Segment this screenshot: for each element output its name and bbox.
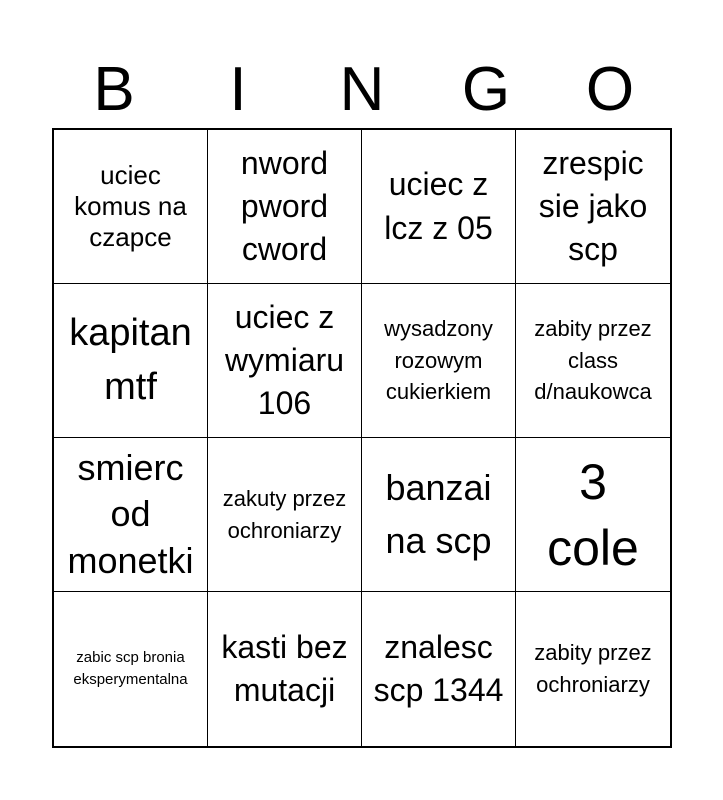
bingo-header — [52, 52, 672, 128]
bingo-cell-text: smierc od monetki — [67, 447, 194, 581]
header-letter-g: G — [461, 55, 511, 124]
bingo-cell-text: kapitan mtf — [69, 311, 192, 408]
bingo-cell-r1c1[interactable] — [54, 130, 208, 284]
bingo-cell-text: banzai na scp — [385, 467, 492, 561]
bingo-cell-text: nword pword cword — [240, 144, 329, 268]
bingo-cell-r4c2[interactable] — [208, 592, 362, 746]
bingo-cell-r1c2[interactable] — [208, 130, 362, 284]
bingo-cell-r2c3[interactable] — [362, 284, 516, 438]
bingo-cell-text: zakuty przez ochroniarzy — [222, 485, 347, 543]
bingo-cell-text: uciec z wymiaru 106 — [224, 298, 345, 422]
bingo-cell-r4c3[interactable] — [362, 592, 516, 746]
bingo-cell-text: zrespic sie jako scp — [538, 144, 648, 268]
header-letter-i: I — [229, 55, 247, 124]
bingo-cell-r2c1[interactable] — [54, 284, 208, 438]
bingo-cell-text: 3 cole — [547, 453, 639, 576]
header-letter-o: O — [585, 55, 635, 124]
bingo-cell-text: zabic scp bronia eksperymentalna — [73, 649, 188, 688]
bingo-cell-text: zabity przez ochroniarzy — [534, 640, 652, 697]
bingo-cell-r1c4[interactable] — [516, 130, 670, 284]
bingo-cell-r4c1[interactable] — [54, 592, 208, 746]
bingo-cell-text: wysadzony rozowym cukierkiem — [384, 315, 493, 405]
bingo-cell-r2c2[interactable] — [208, 284, 362, 438]
bingo-cell-r3c2[interactable] — [208, 438, 362, 592]
bingo-cell-text: kasti bez mutacji — [221, 628, 348, 708]
bingo-cell-text: uciec z lcz z 05 — [384, 166, 493, 246]
bingo-board — [52, 128, 672, 748]
bingo-cell-r2c4[interactable] — [516, 284, 670, 438]
header-letter-n: N — [339, 55, 385, 124]
bingo-cell-r3c1[interactable] — [54, 438, 208, 592]
bingo-cell-text: zabity przez class d/naukowca — [534, 315, 652, 405]
bingo-cell-r1c3[interactable] — [362, 130, 516, 284]
header-letter-b: B — [93, 55, 135, 124]
bingo-cell-text: uciec komus na czapce — [74, 159, 187, 253]
bingo-cell-r3c4[interactable] — [516, 438, 670, 592]
bingo-cell-text: znalesc scp 1344 — [373, 628, 504, 708]
bingo-cell-r3c3[interactable] — [362, 438, 516, 592]
bingo-cell-r4c4[interactable] — [516, 592, 670, 746]
